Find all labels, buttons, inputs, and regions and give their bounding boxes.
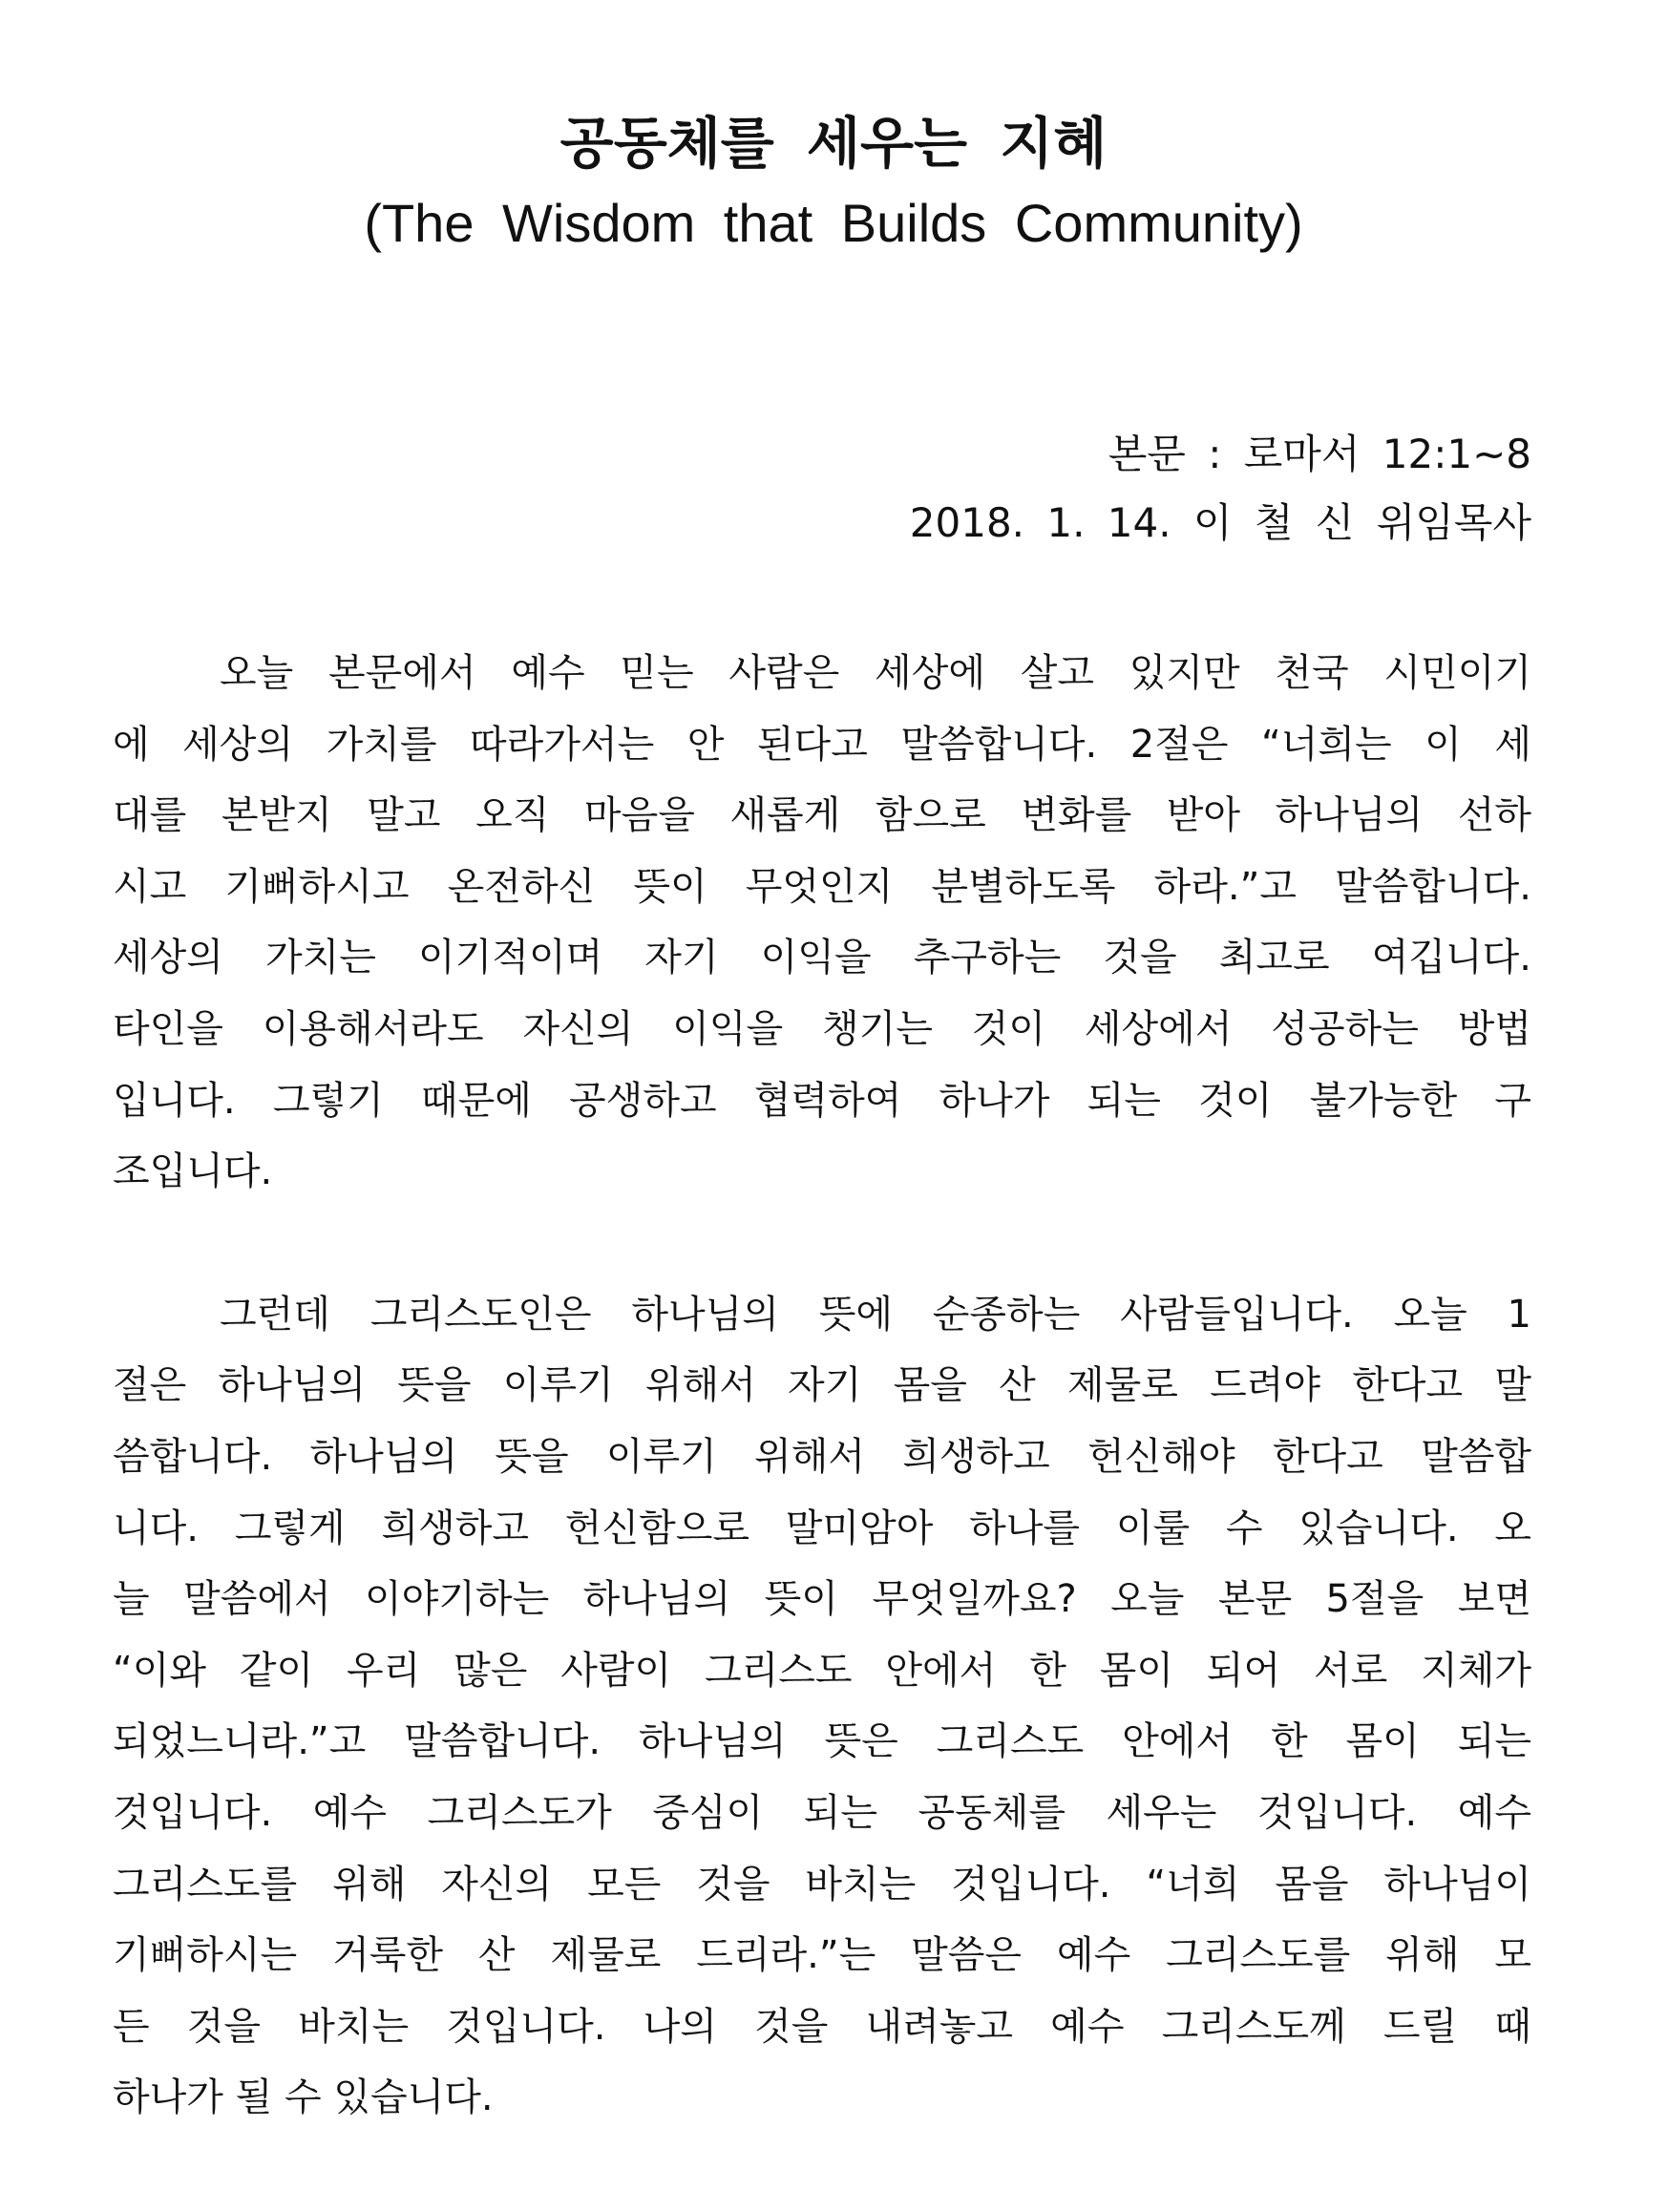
text-line: 그런데 그리스도인은 하나님의 뜻에 순종하는 사람들입니다. 오늘 1: [220, 1292, 1531, 1337]
text-line: 되었느니라.”고 말씀합니다. 하나님의 뜻은 그리스도 안에서 한 몸이 되는: [113, 1719, 1531, 1764]
sermon-meta: [910, 420, 1531, 558]
text-line: 타인을 이용해서라도 자신의 이익을 챙기는 것이 세상에서 성공하는 방법: [113, 1006, 1531, 1051]
title-block: [0, 103, 1667, 263]
paragraph: [113, 1279, 1531, 2134]
text-line: 절은 하나님의 뜻을 이루기 위해서 자기 몸을 산 제물로 드려야 한다고 말: [113, 1363, 1531, 1408]
text-line: 조입니다.: [113, 1149, 273, 1194]
text-line: 대를 본받지 말고 오직 마음을 새롭게 함으로 변화를 받아 하나님의 선하: [113, 793, 1531, 838]
paragraph: [113, 638, 1531, 1208]
date-author: 2018. 1. 14. 이 철 신 위임목사: [909, 499, 1531, 546]
text-line: 것입니다. 예수 그리스도가 중심이 되는 공동체를 세우는 것입니다. 예수: [113, 1790, 1531, 1835]
text-line: 입니다. 그렇기 때문에 공생하고 협력하여 하나가 되는 것이 불가능한 구: [113, 1078, 1531, 1123]
text-line: 늘 말씀에서 이야기하는 하나님의 뜻이 무엇일까요? 오늘 본문 5절을 보면: [113, 1577, 1531, 1622]
text-line: 세상의 가치는 이기적이며 자기 이익을 추구하는 것을 최고로 여깁니다.: [113, 936, 1531, 980]
text-line: “이와 같이 우리 많은 사람이 그리스도 안에서 한 몸이 되어 서로 지체가: [113, 1648, 1531, 1693]
text-line: 하나가 될 수 있습니다.: [113, 2075, 494, 2120]
text-line: 에 세상의 가치를 따라가서는 안 된다고 말씀합니다. 2절은 “너희는 이 세: [113, 722, 1531, 767]
scripture-reference: 본문 : 로마서 12:1~8: [1108, 431, 1531, 477]
text-line: 든 것을 바치는 것입니다. 나의 것을 내려놓고 예수 그리스도께 드릴 때: [113, 2004, 1531, 2049]
text-line: 그리스도를 위해 자신의 모든 것을 바치는 것입니다. “너희 몸을 하나님이: [113, 1862, 1531, 1907]
text-line: 시고 기뻐하시고 온전하신 뜻이 무엇인지 분별하도록 하라.”고 말씀합니다.: [113, 864, 1531, 909]
sermon-body: [113, 638, 1531, 2134]
text-line: 니다. 그렇게 희생하고 헌신함으로 말미암아 하나를 이룰 수 있습니다. 오: [113, 1506, 1531, 1550]
paragraph-spacer: [113, 1208, 1531, 1279]
text-line: 씀합니다. 하나님의 뜻을 이루기 위해서 희생하고 헌신해야 한다고 말씀합: [113, 1434, 1531, 1479]
title-english: (The Wisdom that Builds Community): [364, 193, 1303, 253]
text-line: 기뻐하시는 거룩한 산 제물로 드리라.”는 말씀은 예수 그리스도를 위해 모: [113, 1933, 1531, 1978]
title-korean: 공동체를 세우는 지혜: [559, 111, 1108, 176]
text-line: 오늘 본문에서 예수 믿는 사람은 세상에 살고 있지만 천국 시민이기: [220, 651, 1531, 695]
